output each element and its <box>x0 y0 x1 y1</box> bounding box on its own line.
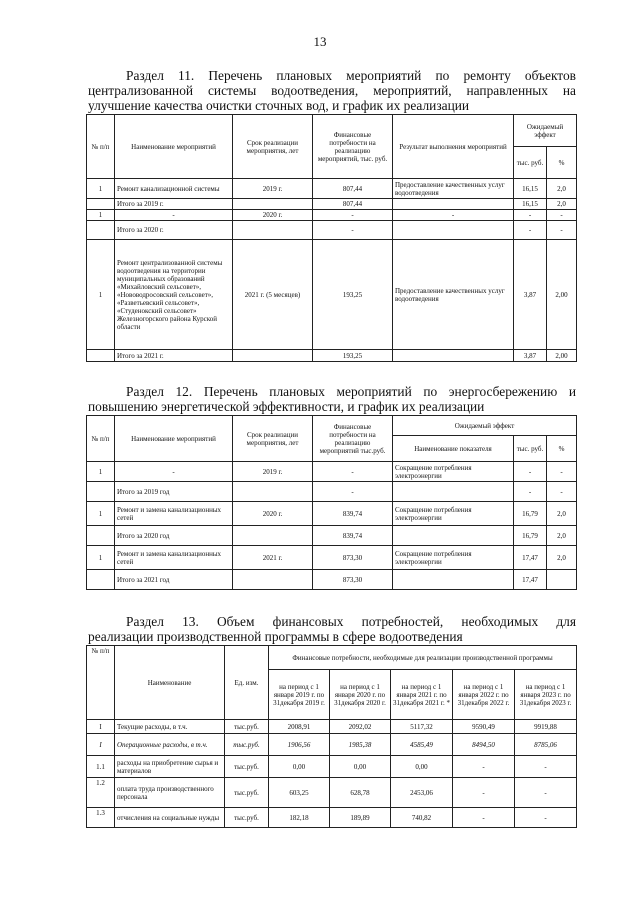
cell: 0,00 <box>391 756 453 778</box>
cell: 839,74 <box>313 526 393 546</box>
cell: 16,79 <box>514 502 547 526</box>
cell: Сокращение потребления электроэнергии <box>393 546 514 570</box>
cell: 3,87 <box>514 240 547 350</box>
cell: 2,0 <box>547 199 577 210</box>
section-11-heading-line1: Раздел 11. Перечень плановых мероприятий по ремонту объектов централизованной системы водоотведения, мероприятий, направленных на <box>88 68 576 98</box>
cell <box>547 570 577 590</box>
col-period-2021-header: на период с 1 января 2021 г. по 31декабря 2021 г. * <box>391 670 453 720</box>
cell: - <box>547 221 577 240</box>
cell <box>87 199 115 210</box>
table-row <box>87 526 577 546</box>
cell: 8494,50 <box>453 734 515 756</box>
col-num-header: № п/п <box>87 416 115 462</box>
cell <box>393 570 514 590</box>
col-term-header: Срок реализации мероприятия, лет <box>233 115 313 179</box>
cell: - <box>514 210 547 221</box>
section-12-heading-line1: Раздел 12. Перечень плановых мероприятий по энергосбережению и <box>126 384 576 399</box>
cell: 2,0 <box>547 546 577 570</box>
cell: 2020 г. <box>233 210 313 221</box>
cell <box>233 350 313 362</box>
col-fin-header: Финансовые потребности на реализацию мероприятий, тыс. руб. <box>313 115 393 179</box>
cell: 2,0 <box>547 526 577 546</box>
cell: Итого за 2019 г. <box>115 199 233 210</box>
cell: тыс.руб. <box>225 720 269 734</box>
cell: - <box>453 778 515 808</box>
col-period-2019-header: на период с 1 января 2019 г. по 31декабря 2019 г. <box>269 670 330 720</box>
table-row <box>87 502 577 526</box>
table-row <box>87 734 577 756</box>
cell: 873,30 <box>313 570 393 590</box>
cell: 1.3 <box>87 808 115 828</box>
col-eff-rub-header: тыс. руб. <box>514 436 547 462</box>
cell: Итого за 2021 г. <box>115 350 233 362</box>
cell: - <box>514 482 547 502</box>
cell <box>393 482 514 502</box>
cell <box>233 221 313 240</box>
col-eff-pct-header: % <box>547 436 577 462</box>
cell: 193,25 <box>313 350 393 362</box>
cell: 189,89 <box>330 808 391 828</box>
cell: - <box>313 482 393 502</box>
cell <box>233 570 313 590</box>
section-13-heading-line1: Раздел 13. Объем финансовых потребностей, необходимых для <box>126 614 576 629</box>
col-name-header: Наименование мероприятий <box>115 115 233 179</box>
cell: Ремонт канализационной системы <box>115 179 233 199</box>
cell: 2,0 <box>547 179 577 199</box>
col-num-header: № п/п <box>87 646 115 720</box>
cell: 1 <box>87 179 115 199</box>
cell: Сокращение потребления электроэнергии <box>393 502 514 526</box>
col-fin-header: Финансовые потребности, необходимые для реализации производственной программы <box>269 646 577 670</box>
cell: 1906,56 <box>269 734 330 756</box>
section-11-table <box>86 114 577 362</box>
cell: Итого за 2021 год <box>115 570 233 590</box>
cell: Предоставление качественных услуг водоотведения <box>393 179 514 199</box>
table-row <box>87 546 577 570</box>
cell <box>393 350 514 362</box>
table-row <box>87 221 577 240</box>
table-row <box>87 462 577 482</box>
cell: 2092,02 <box>330 720 391 734</box>
col-unit-header: Ед. изм. <box>225 646 269 720</box>
section-12-heading-line2: повышению энергетической эффективности, и график их реализации <box>88 399 485 414</box>
cell: - <box>115 462 233 482</box>
cell: Предоставление качественных услуг водоотведения <box>393 240 514 350</box>
col-effect-header: Ожидаемый эффект <box>393 416 577 436</box>
cell: Ремонт и замена канализационных сетей <box>115 546 233 570</box>
col-period-2020-header: на период с 1 января 2020 г. по 31декабря 2020 г. <box>330 670 391 720</box>
section-12-heading <box>88 384 576 414</box>
table-row <box>87 778 577 808</box>
cell: расходы на приобретение сырья и материалов <box>115 756 225 778</box>
section-11-heading-line2: улучшение качества очистки сточных вод, и график их реализации <box>88 98 470 113</box>
cell: - <box>515 778 577 808</box>
cell <box>87 570 115 590</box>
cell: - <box>514 462 547 482</box>
col-num-header: № п/п <box>87 115 115 179</box>
col-result-header: Результат выполнения мероприятий <box>393 115 514 179</box>
col-indicator-header: Наименование показателя <box>393 436 514 462</box>
cell: - <box>515 808 577 828</box>
table-row <box>87 179 577 199</box>
cell <box>393 199 514 210</box>
cell: Операционные расходы, в т.ч. <box>115 734 225 756</box>
col-eff-pct-header: % <box>547 147 577 179</box>
col-name-header: Наименование мероприятий <box>115 416 233 462</box>
col-eff-rub-header: тыс. руб. <box>514 147 547 179</box>
cell: - <box>313 221 393 240</box>
cell: 9919,88 <box>515 720 577 734</box>
cell: I <box>87 720 115 734</box>
cell <box>393 221 514 240</box>
cell: - <box>313 462 393 482</box>
col-period-2023-header: на период с 1 января 2023 г. по 31декабря 2023 г. <box>515 670 577 720</box>
cell: 873,30 <box>313 546 393 570</box>
cell: тыс.руб. <box>225 756 269 778</box>
cell: 1.1 <box>87 756 115 778</box>
cell: - <box>313 210 393 221</box>
cell: 16,15 <box>514 179 547 199</box>
cell: 1 <box>87 462 115 482</box>
table-row <box>87 570 577 590</box>
table-row <box>87 240 577 350</box>
cell: 0,00 <box>269 756 330 778</box>
col-period-2022-header: на период с 1 января 2022 г. по 31декабря 2022 г. <box>453 670 515 720</box>
col-fin-header: Финансовые потребности на реализацию мероприятий тыс.руб. <box>313 416 393 462</box>
cell: отчисления на социальные нужды <box>115 808 225 828</box>
section-13-table <box>86 645 577 828</box>
cell: 4585,49 <box>391 734 453 756</box>
table-row <box>87 482 577 502</box>
cell: 807,44 <box>313 199 393 210</box>
cell: Сокращение потребления электроэнергии <box>393 462 514 482</box>
cell: 1 <box>87 546 115 570</box>
cell <box>233 482 313 502</box>
cell: Текущие расходы, в т.ч. <box>115 720 225 734</box>
cell: 2019 г. <box>233 462 313 482</box>
cell: 1 <box>87 502 115 526</box>
cell: - <box>515 756 577 778</box>
table-row <box>87 210 577 221</box>
section-12-table <box>86 415 577 590</box>
col-term-header: Срок реализации мероприятия, лет <box>233 416 313 462</box>
cell <box>87 350 115 362</box>
cell: 17,47 <box>514 570 547 590</box>
cell: 628,78 <box>330 778 391 808</box>
cell <box>87 482 115 502</box>
cell: 2,00 <box>547 240 577 350</box>
cell: 2020 г. <box>233 502 313 526</box>
cell: 1985,38 <box>330 734 391 756</box>
cell: 8785,06 <box>515 734 577 756</box>
cell: 0,00 <box>330 756 391 778</box>
cell: тыс.руб. <box>225 734 269 756</box>
cell: 603,25 <box>269 778 330 808</box>
cell <box>233 199 313 210</box>
cell: 2019 г. <box>233 179 313 199</box>
cell: тыс.руб. <box>225 808 269 828</box>
table-row <box>87 350 577 362</box>
cell: - <box>453 756 515 778</box>
cell: - <box>514 221 547 240</box>
table-row <box>87 199 577 210</box>
cell: 1.2 <box>87 778 115 808</box>
section-13-heading-line2: реализации производственной программы в сфере водоотведения <box>88 629 463 644</box>
cell: - <box>547 210 577 221</box>
cell <box>87 221 115 240</box>
cell: 2021 г. <box>233 546 313 570</box>
cell: 2,00 <box>547 350 577 362</box>
section-11-heading <box>88 68 576 113</box>
cell: тыс.руб. <box>225 778 269 808</box>
cell <box>393 526 514 546</box>
section-13-heading <box>88 614 576 644</box>
cell: 1 <box>87 240 115 350</box>
table-row <box>87 808 577 828</box>
cell: - <box>453 808 515 828</box>
cell: 193,25 <box>313 240 393 350</box>
cell: 740,82 <box>391 808 453 828</box>
cell: 2021 г. (5 месяцев) <box>233 240 313 350</box>
table-row <box>87 756 577 778</box>
cell: 2,0 <box>547 502 577 526</box>
cell: - <box>115 210 233 221</box>
col-name-header: Наименование <box>115 646 225 720</box>
cell: 2008,91 <box>269 720 330 734</box>
cell: I <box>87 734 115 756</box>
cell: Ремонт централизованной системы водоотведения на территории муниципальных образований «Михайловский сельсовет», «Нововодросовский сельсовет», «Разветьевский сельсовет», «Студенокский сельсовет» Железногорского района Курской области <box>115 240 233 350</box>
table-row <box>87 720 577 734</box>
cell: 17,47 <box>514 546 547 570</box>
cell: 839,74 <box>313 502 393 526</box>
col-effect-header: Ожидаемый эффект <box>514 115 577 147</box>
cell: 5117,32 <box>391 720 453 734</box>
cell: 2453,06 <box>391 778 453 808</box>
cell: 807,44 <box>313 179 393 199</box>
cell: 16,79 <box>514 526 547 546</box>
cell: 9590,49 <box>453 720 515 734</box>
cell: Итого за 2020 г. <box>115 221 233 240</box>
cell: 3,87 <box>514 350 547 362</box>
cell: 1 <box>87 210 115 221</box>
cell: 182,18 <box>269 808 330 828</box>
cell <box>87 526 115 546</box>
cell: Итого за 2019 год <box>115 482 233 502</box>
page-number: 13 <box>313 34 327 49</box>
cell: Итого за 2020 год <box>115 526 233 546</box>
cell: оплата труда производственного персонала <box>115 778 225 808</box>
cell: - <box>393 210 514 221</box>
cell: - <box>547 462 577 482</box>
cell: Ремонт и замена канализационных сетей <box>115 502 233 526</box>
cell: - <box>547 482 577 502</box>
cell: 16,15 <box>514 199 547 210</box>
cell <box>233 526 313 546</box>
